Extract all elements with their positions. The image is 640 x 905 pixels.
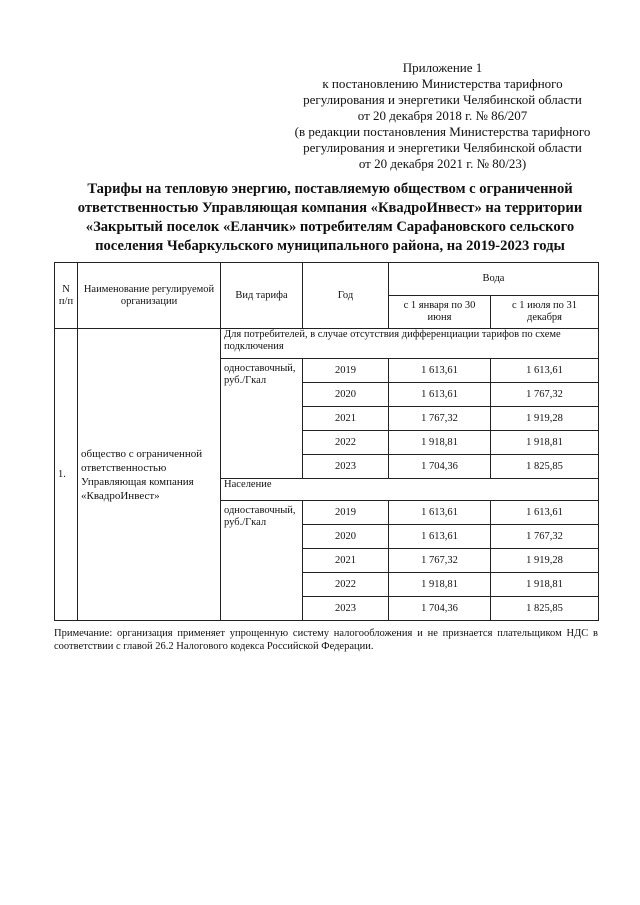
title-line: поселения Чебаркульского муниципального района, на 2019-2023 годы xyxy=(95,238,565,254)
title-line: ответственностью Управляющая компания «КвадроИнвест» на территории xyxy=(77,200,583,216)
value-cell: 1 918,81 xyxy=(491,431,599,455)
section-row xyxy=(55,329,599,359)
header-row xyxy=(55,263,599,296)
value-cell: 1 613,61 xyxy=(389,525,491,549)
title-line: Тарифы на тепловую энергию, поставляемую обществом с ограниченной xyxy=(87,181,573,197)
footnote: Примечание: организация применяет упрощенную систему налогообложения и не признается плательщиком НДС в соответствии с главой 26.2 Налогового кодекса Российской Федерации. xyxy=(54,628,598,652)
appendix-line: регулирования и энергетики Челябинской области xyxy=(303,92,582,107)
year-cell: 2021 xyxy=(303,549,389,573)
year-cell: 2022 xyxy=(303,573,389,597)
appendix-line: к постановлению Министерства тарифного xyxy=(322,76,563,91)
year-cell: 2023 xyxy=(303,455,389,479)
value-cell: 1 919,28 xyxy=(491,407,599,431)
value-cell: 1 825,85 xyxy=(491,455,599,479)
value-cell: 1 613,61 xyxy=(389,359,491,383)
organization-name: общество с ограниченной ответственностью Управляющая компания «КвадроИнвест» xyxy=(78,329,221,621)
value-cell: 1 767,32 xyxy=(491,525,599,549)
value-cell: 1 919,28 xyxy=(491,549,599,573)
appendix-line: регулирования и энергетики Челябинской области xyxy=(303,140,582,155)
header-year: Год xyxy=(303,263,389,329)
appendix-line: (в редакции постановления Министерства тарифного xyxy=(294,124,591,139)
title-line: «Закрытый поселок «Еланчик» потребителям Сарафановского сельского xyxy=(85,219,575,235)
document-title xyxy=(60,180,600,256)
value-cell: 1 918,81 xyxy=(491,573,599,597)
header-tariff-type: Вид тарифа xyxy=(221,263,303,329)
year-cell: 2019 xyxy=(303,359,389,383)
header-num: N п/п xyxy=(55,263,78,329)
year-cell: 2019 xyxy=(303,501,389,525)
section-title: Население xyxy=(221,479,599,501)
value-cell: 1 613,61 xyxy=(491,501,599,525)
header-period-2: с 1 июля по 31 декабря xyxy=(491,296,599,329)
header-water: Вода xyxy=(389,263,599,296)
appendix-line: от 20 декабря 2021 г. № 80/23) xyxy=(358,156,527,171)
appendix-line: Приложение 1 xyxy=(402,60,483,75)
header-period-1: с 1 января по 30 июня xyxy=(389,296,491,329)
value-cell: 1 918,81 xyxy=(389,431,491,455)
section-title: Для потребителей, в случае отсутствия дифференциации тарифов по схеме подключения xyxy=(221,329,599,359)
year-cell: 2020 xyxy=(303,525,389,549)
appendix-block xyxy=(270,60,615,172)
tariff-type-cell: одноставочный, руб./Гкал xyxy=(221,359,303,479)
appendix-line: от 20 декабря 2018 г. № 86/207 xyxy=(357,108,528,123)
year-cell: 2021 xyxy=(303,407,389,431)
year-cell: 2020 xyxy=(303,383,389,407)
value-cell: 1 767,32 xyxy=(389,549,491,573)
header-organization: Наименование регулируемой организации xyxy=(78,263,221,329)
value-cell: 1 613,61 xyxy=(389,383,491,407)
tariff-type-cell: одноставочный, руб./Гкал xyxy=(221,501,303,621)
value-cell: 1 704,36 xyxy=(389,597,491,621)
value-cell: 1 767,32 xyxy=(389,407,491,431)
year-cell: 2023 xyxy=(303,597,389,621)
value-cell: 1 704,36 xyxy=(389,455,491,479)
value-cell: 1 613,61 xyxy=(389,501,491,525)
value-cell: 1 825,85 xyxy=(491,597,599,621)
tariff-table xyxy=(54,262,599,621)
value-cell: 1 918,81 xyxy=(389,573,491,597)
row-number: 1. xyxy=(55,329,78,621)
value-cell: 1 613,61 xyxy=(491,359,599,383)
year-cell: 2022 xyxy=(303,431,389,455)
value-cell: 1 767,32 xyxy=(491,383,599,407)
